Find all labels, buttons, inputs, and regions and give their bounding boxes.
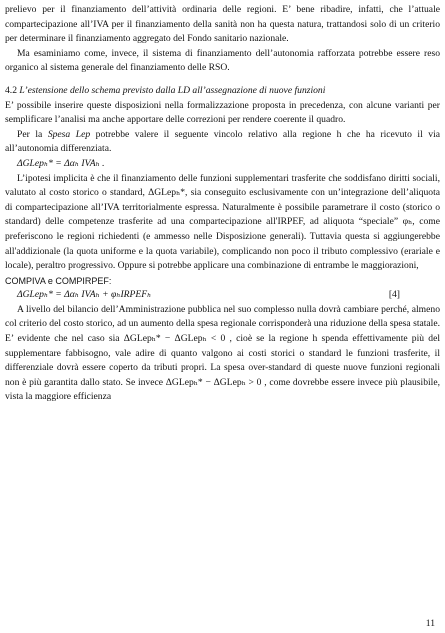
paragraph-5: L’ipotesi implicita è che il finanziamento delle funzioni supplementari trasferite che soddisfano diritti sociali, valutato al costo storico o standard, ΔGLepₕ*, sia conseguito esclusivamente con un’integrazione dell’aliquota di compartecipazione all’IVA territorialmente espressa. Naturalmente è possibile parametrare il costo (storico o standard) delle competenze trasferite ad una compartecipazione all'IRPEF, ad aliquota “speciale” φₕ, come preferiscono le regioni richiedenti (e ammesso nelle Disposizione generali). Tuttavia questa si aggiungerebbe all'addizionale (la quota uniforme e la quota variabile), complicando non poco il tributo complessivo (erariale e locale), peraltro progressivo. Oppure si potrebbe applicare una combinazione di entrambe le maggiorazioni, (5, 172, 440, 272)
paragraph-4-post: potrebbe valere il seguente vincolo relativo alla regione h che ha ricevuto il via all’autonomia differenziata. (5, 128, 441, 155)
paragraph-4 (5, 128, 440, 157)
paragraph-5-tail: COMPIVA e COMPIRPEF: (5, 275, 112, 286)
formula-2 (5, 288, 440, 303)
section-number: 4.2 (5, 84, 17, 96)
paragraph-6: A livello del bilancio dell’Amministrazione pubblica nel suo complesso nulla dovrà cambiare perché, almeno col criterio del costo storico, ad un aumento della spesa regionale corrisponderà una riduzione della spesa statale. E’ evidente che nel caso sia ΔGLepₕ* − ΔGLepₕ < 0 , cioè se la regione h spenda effettivamente più del supplementare fabbisogno, vale adire di quanto valgono ai costi storici o standard le funzioni trasferite, il differenziale dovrà essere coperto da tributi propri. La spesa over-standard di queste nuove funzioni regionali non è più garantita dallo stato. Se invece ΔGLepₕ* − ΔGLepₕ > 0 , come dovrebbe essere invece più plausibile, vista la maggiore efficienza (5, 303, 440, 403)
paragraph-2: Ma esaminiamo come, invece, il sistema di finanziamento dell’autonomia rafforzata potrebbe essere reso organico al sistema generale del finanziamento delle RSO. (5, 47, 440, 74)
section-title: L’estensione dello schema previsto dalla LD all’assegnazione di nuove funzioni (19, 84, 326, 96)
paragraph-1: prelievo per il finanziamento dell’attività ordinaria delle regioni. E’ bene ribadire, infatti, che l’attuale compartecipazione all’IVA per il finanziamento della sanità non ha questa natura, trattandosi solo di un criterio per determinare il finanziamento aggregato del Fondo sanitario nazionale. (5, 4, 440, 45)
formula-1 (5, 157, 440, 172)
paragraph-4-pre: Per la (17, 128, 48, 140)
page-number: 11 (425, 618, 435, 629)
paragraph-4-italic: Spesa Lep (47, 128, 91, 140)
formula-1-text: ΔGLepₕ* = Δαₕ IVAₕ . (17, 157, 105, 169)
section-heading (5, 84, 440, 99)
paragraph-3: E’ possibile inserire queste disposizioni nella formalizzazione proposta in precedenza, con alcune varianti per semplificare l’analisi ma anche apportare delle correzioni per rendere coerente il quadro. (5, 99, 440, 126)
spacer (5, 76, 440, 84)
formula-2-text: ΔGLepₕ* = Δαₕ IVAₕ + φₕIRPEFₕ (17, 289, 152, 301)
equation-number: [4] (388, 289, 400, 301)
